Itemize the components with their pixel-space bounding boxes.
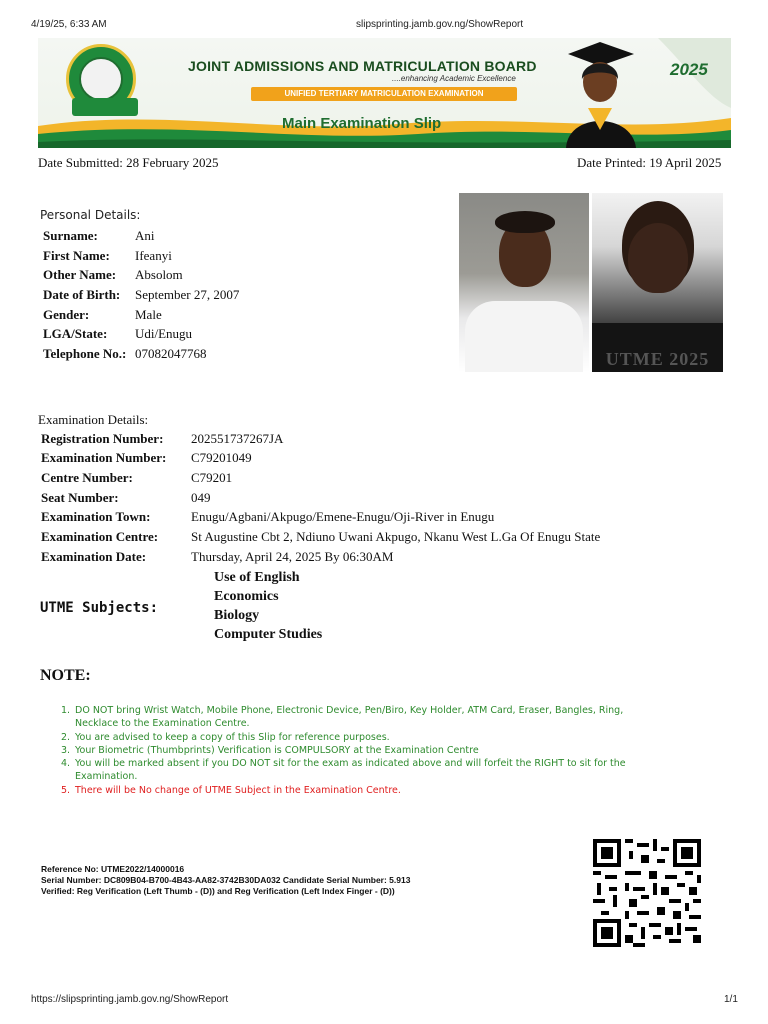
- seal-ribbon: [72, 98, 138, 116]
- label-examination-number: Examination Number:: [41, 450, 167, 465]
- label-date-of-birth: Date of Birth:: [43, 287, 121, 302]
- note-text: DO NOT bring Wrist Watch, Mobile Phone, Electronic Device, Pen/Biro, Key Holder, ATM Card, Eraser, Bangles, Ring,: [75, 705, 624, 716]
- graduate-image: [558, 40, 642, 148]
- note-number: 1.: [61, 705, 71, 716]
- note-text-cont: Examination.: [75, 771, 138, 782]
- value-telephone: 07082047768: [135, 346, 207, 361]
- print-page-number: 1/1: [724, 994, 738, 1005]
- value-first-name: Ifeanyi: [135, 248, 172, 263]
- print-footer-url: https://slipsprinting.jamb.gov.ng/ShowReport: [31, 994, 229, 1005]
- photo-watermark: UTME 2025: [605, 349, 710, 369]
- subject-item: Computer Studies: [214, 627, 323, 642]
- value-examination-town: Enugu/Agbani/Akpugo/Emene-Enugu/Oji-River in Enugu: [191, 509, 495, 524]
- note-text: There will be No change of UTME Subject in the Examination Centre.: [75, 785, 401, 796]
- banner-year: 2025: [670, 60, 708, 79]
- banner-exam-name: UNIFIED TERTIARY MATRICULATION EXAMINATION: [251, 87, 517, 101]
- print-datetime: 4/19/25, 6:33 AM: [31, 19, 107, 30]
- candidate-photo-exam: [592, 193, 723, 372]
- label-examination-date: Examination Date:: [41, 549, 147, 564]
- candidate-photo-registration: [459, 193, 589, 372]
- date-printed: Date Printed: 19 April 2025: [577, 155, 722, 170]
- label-lga-state: LGA/State:: [43, 326, 108, 341]
- serial-number: Serial Number: DC809B04-B700-4B43-AA82-3742B30DA032 Candidate Serial Number: 5.913: [41, 875, 411, 885]
- value-date-of-birth: September 27, 2007: [135, 287, 240, 302]
- jamb-banner: [38, 38, 731, 148]
- note-text: You will be marked absent if you DO NOT sit for the exam as indicated above and will forfeit the RIGHT to sit for the: [75, 758, 626, 769]
- label-examination-town: Examination Town:: [41, 509, 151, 524]
- note-text-cont: Necklace to the Examination Centre.: [75, 718, 250, 729]
- banner-title: JOINT ADMISSIONS AND MATRICULATION BOARD: [188, 58, 537, 74]
- exam-details-heading: Examination Details:: [38, 412, 149, 427]
- value-examination-number: C79201049: [191, 450, 252, 465]
- banner-tagline: ....enhancing Academic Excellence: [392, 74, 516, 83]
- value-registration-number: 202551737267JA: [191, 431, 284, 446]
- label-telephone: Telephone No.:: [43, 346, 127, 361]
- value-centre-number: C79201: [191, 470, 233, 485]
- value-seat-number: 049: [191, 490, 211, 505]
- note-number: 2.: [61, 732, 71, 743]
- value-gender: Male: [135, 307, 162, 322]
- value-surname: Ani: [135, 228, 155, 243]
- subject-item: Economics: [214, 589, 279, 604]
- value-lga-state: Udi/Enugu: [135, 326, 193, 341]
- subject-item: Biology: [214, 608, 260, 623]
- note-number: 3.: [61, 745, 71, 756]
- label-centre-number: Centre Number:: [41, 470, 133, 485]
- subject-item: Use of English: [214, 570, 300, 585]
- value-examination-centre: St Augustine Cbt 2, Ndiuno Uwani Akpugo, Nkanu West L.Ga Of Enugu State: [191, 529, 601, 544]
- utme-subjects-label: UTME Subjects:: [40, 600, 159, 616]
- note-text: Your Biometric (Thumbprints) Verification is COMPULSORY at the Examination Centre: [75, 745, 479, 756]
- label-registration-number: Registration Number:: [41, 431, 164, 446]
- note-number: 4.: [61, 758, 71, 769]
- label-surname: Surname:: [43, 228, 98, 243]
- note-title: NOTE:: [40, 667, 91, 684]
- note-text: You are advised to keep a copy of this Slip for reference purposes.: [75, 732, 390, 743]
- label-gender: Gender:: [43, 307, 90, 322]
- print-url-title: slipsprinting.jamb.gov.ng/ShowReport: [356, 19, 524, 30]
- personal-details-heading: Personal Details:: [40, 208, 141, 222]
- value-examination-date: Thursday, April 24, 2025 By 06:30AM: [191, 549, 394, 564]
- label-seat-number: Seat Number:: [41, 490, 119, 505]
- label-other-name: Other Name:: [43, 267, 117, 282]
- value-other-name: Absolom: [135, 267, 183, 282]
- date-submitted: Date Submitted: 28 February 2025: [38, 155, 219, 170]
- verification-info: Verified: Reg Verification (Left Thumb - (D)) and Reg Verification (Left Index Finger - (D)): [41, 886, 395, 896]
- reference-number: Reference No: UTME2022/14000016: [41, 864, 185, 874]
- label-first-name: First Name:: [43, 248, 110, 263]
- label-examination-centre: Examination Centre:: [41, 529, 159, 544]
- slip-title: Main Examination Slip: [282, 115, 442, 132]
- qr-code-icon: [593, 838, 701, 948]
- note-number: 5.: [61, 785, 71, 796]
